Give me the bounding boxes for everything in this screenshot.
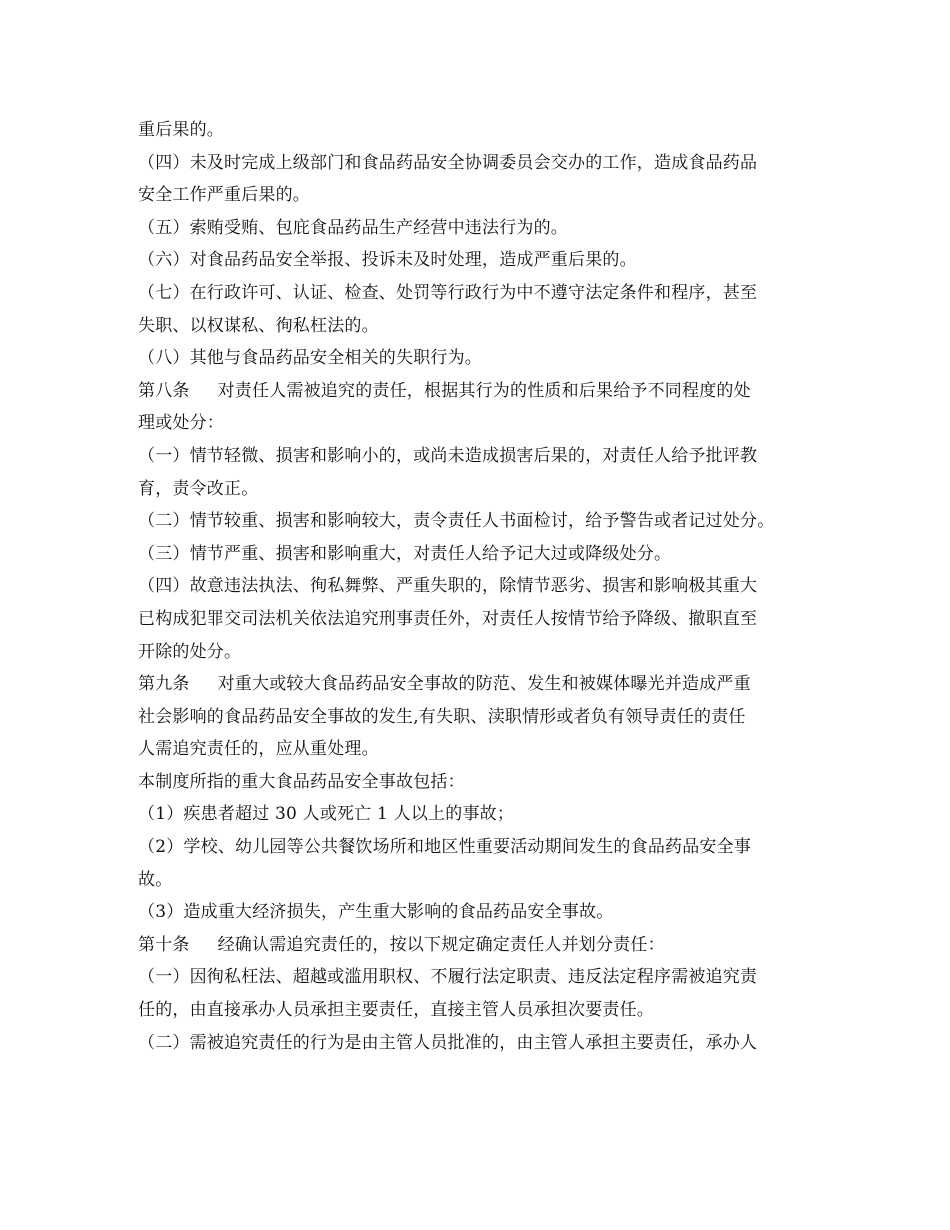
text-line: 人需追究责任的，应从重处理。	[138, 739, 379, 760]
text-line: （2）学校、幼儿园等公共餐饮场所和地区性重要活动期间发生的食品药品安全事	[138, 837, 752, 858]
text-line: （3）造成重大经济损失，产生重大影响的食品药品安全事故。	[138, 902, 614, 923]
article-heading	[138, 375, 828, 408]
text-line: 育，责令改正。	[138, 478, 259, 499]
document-body	[138, 114, 828, 1059]
text-line: （四）未及时完成上级部门和食品药品安全协调委员会交办的工作，造成食品药品	[138, 152, 758, 173]
text-line: 社会影响的食品药品安全事故的发生,有失职、渎职情形或者负有领导责任的责任	[138, 706, 746, 727]
text-line: （二）情节较重、损害和影响较大，责令责任人书面检讨，给予警告或者记过处分。	[138, 511, 775, 532]
text-line: （二）需被追究责任的行为是由主管人员批准的，由主管人承担主要责任，承办人	[138, 1032, 758, 1053]
article-label: 第九条	[138, 674, 190, 695]
text-line: 任的，由直接承办人员承担主要责任，直接主管人员承担次要责任。	[138, 1000, 654, 1021]
article-heading	[138, 929, 828, 962]
text-line: （五）索贿受贿、包庇食品药品生产经营中违法行为的。	[138, 217, 568, 238]
text-line: （一）因徇私枉法、超越或滥用职权、不履行法定职责、违反法定程序需被追究责	[138, 967, 758, 988]
text-line: （八）其他与食品药品安全相关的失职行为。	[138, 348, 482, 369]
text-line: （四）故意违法执法、徇私舞弊、严重失职的，除情节恶劣、损害和影响极其重大	[138, 576, 758, 597]
text-line: 重后果的。	[138, 120, 224, 140]
text-line: 开除的处分。	[138, 641, 242, 662]
text-line: 失职、以权谋私、徇私枉法的。	[138, 315, 379, 336]
article-label: 第十条	[138, 934, 190, 955]
text-line: （七）在行政许可、认证、检查、处罚等行政行为中不遵守法定条件和程序，甚至	[138, 282, 758, 303]
article-text: 对重大或较大食品药品安全事故的防范、发生和被媒体曝光并造成严重	[217, 674, 751, 695]
text-line: （三）情节严重、损害和影响重大，对责任人给予记大过或降级处分。	[138, 543, 672, 564]
text-line: 本制度所指的重大食品药品安全事故包括：	[138, 771, 465, 792]
article-text: 经确认需追究责任的，按以下规定确定责任人并划分责任：	[217, 934, 665, 955]
text-line: （六）对食品药品安全举报、投诉未及时处理，造成严重后果的。	[138, 250, 637, 271]
article-text: 对责任人需被追究的责任，根据其行为的性质和后果给予不同程度的处	[217, 380, 751, 401]
text-line: 已构成犯罪交司法机关依法追究刑事责任外，对责任人按情节给予降级、撤职直至	[138, 608, 758, 629]
article-label: 第八条	[138, 380, 190, 401]
text-line: （1）疾患者超过 30 人或死亡 1 人以上的事故；	[138, 804, 515, 825]
text-line: 故。	[138, 869, 173, 890]
text-line: （一）情节轻微、损害和影响小的，或尚未造成损害后果的，对责任人给予批评教	[138, 445, 758, 466]
article-heading	[138, 668, 828, 701]
text-line: 理或处分：	[138, 413, 224, 434]
text-line: 安全工作严重后果的。	[138, 185, 310, 206]
